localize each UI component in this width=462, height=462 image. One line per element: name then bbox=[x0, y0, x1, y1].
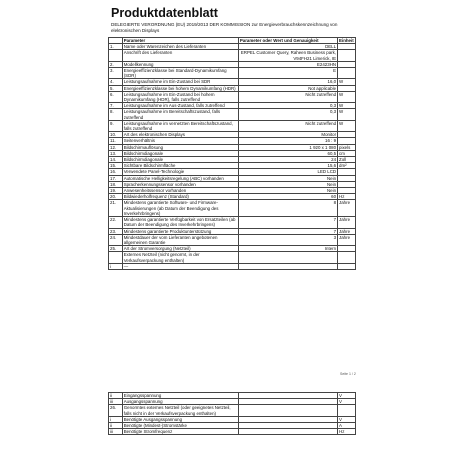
row-number: 5. bbox=[109, 85, 123, 91]
row-number: 9. bbox=[109, 120, 123, 131]
row-number: 25. bbox=[109, 246, 123, 252]
row-value: Not applicable bbox=[238, 85, 337, 91]
row-number: 10. bbox=[109, 132, 123, 138]
row-value: DELL bbox=[238, 44, 337, 50]
table-row bbox=[109, 91, 356, 102]
row-value: Nein bbox=[238, 188, 337, 194]
row-value: E2423HN bbox=[238, 61, 337, 67]
row-number: 15. bbox=[109, 163, 123, 169]
row-value: Intern bbox=[238, 246, 337, 252]
row-number: 21. bbox=[109, 200, 123, 217]
row-parameter: Bildschirmdiagonale bbox=[122, 150, 238, 156]
row-value: 1 920 x 1 080 bbox=[238, 144, 337, 150]
row-parameter: Ausgangsspannung bbox=[122, 399, 238, 405]
row-number: 16. bbox=[109, 169, 123, 175]
row-value: Nein bbox=[238, 181, 337, 187]
row-parameter: Genormtes externes Netzteil (oder geeignetes Netzteil, falls nicht in der Verkaufsverpackung enthalten) bbox=[122, 405, 238, 416]
row-number: 14. bbox=[109, 157, 123, 163]
row-value: 0,3 bbox=[238, 109, 337, 120]
intro-text: DELEGIERTE VERORDNUNG (EU) 2019/2013 DER KOMMISSION zur Energieverbrauchskennzeichnung von elektronischen Displays bbox=[111, 22, 338, 33]
row-value: 7 bbox=[238, 228, 337, 234]
row-number: 1. bbox=[109, 44, 123, 50]
row-value: 16,0 bbox=[238, 79, 337, 85]
row-parameter: Bildwiederholfrequenz (Standard) bbox=[122, 194, 238, 200]
row-parameter: Leistungsaufnahme im Ein-Zustand bei SDR bbox=[122, 79, 238, 85]
row-value: 24 bbox=[238, 157, 337, 163]
row-value: 16 : 9 bbox=[238, 138, 337, 144]
row-number: 20. bbox=[109, 194, 123, 200]
row-number: 18. bbox=[109, 181, 123, 187]
row-parameter: Spracherkennungssensor vorhanden bbox=[122, 181, 238, 187]
row-parameter: Externes Netzteil (nicht genormt, in der Verkaufsverpackung enthalten) bbox=[122, 252, 238, 263]
header-value: Parameter oder Wert und Genauigkeit bbox=[238, 38, 337, 44]
row-value: Nicht zutreffend bbox=[238, 91, 337, 102]
row-value bbox=[238, 429, 337, 435]
row-unit: A bbox=[338, 423, 356, 429]
row-number: 13. bbox=[109, 150, 123, 156]
row-unit: Zoll bbox=[338, 157, 356, 163]
row-unit: W bbox=[338, 79, 356, 85]
row-value: 8 bbox=[238, 200, 337, 217]
table-row bbox=[109, 109, 356, 120]
row-value: 7 bbox=[238, 217, 337, 228]
row-unit: W bbox=[338, 109, 356, 120]
page-title: Produktdatenblatt bbox=[111, 6, 218, 20]
row-value: Nein bbox=[238, 175, 337, 181]
row-value: E bbox=[238, 68, 337, 79]
row-parameter: Mindestens garantierte Produktunterstützung bbox=[122, 228, 238, 234]
row-value bbox=[238, 263, 337, 269]
row-parameter: Leistungsaufnahme im Bereitschaftszustand, falls zutreffend bbox=[122, 109, 238, 120]
row-value: ERPEL Customer Query, Raheen Business park, V94FH21 Limerick, IE bbox=[238, 50, 337, 61]
row-number: 24. bbox=[109, 234, 123, 245]
row-unit: V bbox=[338, 393, 356, 399]
page-number: Seite 1 / 2 bbox=[340, 372, 356, 376]
row-value: Monitor bbox=[238, 132, 337, 138]
row-unit: cm bbox=[338, 150, 356, 156]
row-value: LED LCD bbox=[238, 169, 337, 175]
row-unit: V bbox=[338, 399, 356, 405]
row-parameter: Leistungsaufnahme im Ein-Zustand bei hohem Dynamikumfang (HDR), falls zutreffend bbox=[122, 91, 238, 102]
row-number: 11. bbox=[109, 138, 123, 144]
header-unit: Einheit bbox=[339, 38, 354, 43]
table-row bbox=[109, 120, 356, 131]
row-unit: W bbox=[338, 103, 356, 109]
row-number bbox=[109, 252, 123, 263]
row-parameter: — bbox=[122, 263, 238, 269]
row-parameter: Mindestens garantierte Verfügbarkeit von Ersatzteilen (ab Datum der Beendigung des Inverkehrbringens) bbox=[122, 217, 238, 228]
row-parameter: Automatische Helligkeitsregelung (ABC) vorhanden bbox=[122, 175, 238, 181]
row-parameter: Anwesenheitssensor vorhanden bbox=[122, 188, 238, 194]
row-parameter: Energieeffizienzklasse bei hohem Dynamikumfang (HDR) bbox=[122, 85, 238, 91]
row-parameter: Sichtbare Bildschirmfläche bbox=[122, 163, 238, 169]
row-number: ii bbox=[109, 423, 123, 429]
table-row bbox=[109, 85, 356, 91]
table-row bbox=[109, 50, 356, 61]
row-unit bbox=[338, 50, 356, 61]
row-parameter: Seitenverhältnis bbox=[122, 138, 238, 144]
table-row bbox=[109, 200, 356, 217]
row-parameter: Bildschirmdiagonale bbox=[122, 157, 238, 163]
row-parameter: Leistungsaufnahme im vernetzten Bereitschaftszustand, falls zutreffend bbox=[122, 120, 238, 131]
row-parameter: Bildschirmauflösung bbox=[122, 144, 238, 150]
row-parameter: Energieeffizienzklasse bei Standard-Dynamikumfang (SDR) bbox=[122, 68, 238, 79]
table-row bbox=[109, 252, 356, 263]
row-unit: Jahre bbox=[338, 200, 356, 217]
row-number: 26. bbox=[109, 405, 123, 416]
row-number: 8. bbox=[109, 109, 123, 120]
table-row bbox=[109, 429, 356, 435]
row-number: 19. bbox=[109, 188, 123, 194]
row-number: iii bbox=[109, 429, 123, 435]
product-data-table-continued bbox=[108, 392, 356, 435]
row-value bbox=[238, 252, 337, 263]
row-unit: Hz bbox=[338, 194, 356, 200]
row-number: 23. bbox=[109, 228, 123, 234]
row-value bbox=[238, 405, 337, 416]
row-parameter: Art der Stromversorgung (Netzteil) bbox=[122, 246, 238, 252]
row-unit: Jahre bbox=[338, 234, 356, 245]
row-number: 17. bbox=[109, 175, 123, 181]
table-row bbox=[109, 263, 356, 269]
product-data-table bbox=[108, 37, 356, 270]
row-parameter: Eingangsspannung bbox=[122, 393, 238, 399]
row-value: 60,5 bbox=[238, 150, 337, 156]
row-parameter: Leistungsaufnahme im Aus-Zustand, falls zutreffend bbox=[122, 103, 238, 109]
row-parameter: Benötigte Stromfrequenz bbox=[122, 429, 238, 435]
row-number: 6. bbox=[109, 91, 123, 102]
row-unit: W bbox=[338, 120, 356, 131]
row-unit: dm² bbox=[338, 163, 356, 169]
row-number: 22. bbox=[109, 217, 123, 228]
row-parameter: Mindestdauer der vom Lieferanten angebotenen allgemeinen Garantie bbox=[122, 234, 238, 245]
row-unit bbox=[338, 263, 356, 269]
row-value: 60 bbox=[238, 194, 337, 200]
row-parameter: Modellkennung bbox=[122, 61, 238, 67]
row-number: 12. bbox=[109, 144, 123, 150]
row-parameter: Verwendete Panel-Technologie bbox=[122, 169, 238, 175]
row-unit: Jahre bbox=[338, 228, 356, 234]
row-parameter: Anschrift des Lieferanten bbox=[122, 50, 238, 61]
row-unit bbox=[338, 252, 356, 263]
table-row bbox=[109, 234, 356, 245]
row-parameter: Mindestens garantierte Software- und Firmware-Aktualisierungen (ab Datum der Beendigung des Inverkehrbringens) bbox=[122, 200, 238, 217]
row-parameter: Name oder Warenzeichen des Lieferanten bbox=[122, 44, 238, 50]
row-value: 3 bbox=[238, 234, 337, 245]
row-value: 0,3 bbox=[238, 103, 337, 109]
row-unit: W bbox=[338, 91, 356, 102]
row-number: 7. bbox=[109, 103, 123, 109]
header-parameter: Parameter bbox=[122, 38, 238, 44]
row-number: i bbox=[109, 263, 123, 269]
row-parameter: Benötigte (Mindest-)Stromstärke bbox=[122, 423, 238, 429]
row-unit: Jahre bbox=[338, 217, 356, 228]
table-row bbox=[109, 217, 356, 228]
row-parameter: Art des elektronischen Displays bbox=[122, 132, 238, 138]
row-unit: Hz bbox=[338, 429, 356, 435]
row-number: iii bbox=[109, 399, 123, 405]
row-unit bbox=[338, 405, 356, 416]
row-unit bbox=[338, 68, 356, 79]
table-row bbox=[109, 68, 356, 79]
row-number: 3. bbox=[109, 68, 123, 79]
row-number bbox=[109, 50, 123, 61]
row-parameter: Benötigte Ausgangsspannung bbox=[122, 416, 238, 422]
row-value: Nicht zutreffend bbox=[238, 120, 337, 131]
row-number: ii bbox=[109, 393, 123, 399]
row-unit: pixels bbox=[338, 144, 356, 150]
row-unit: V bbox=[338, 416, 356, 422]
row-number: 4. bbox=[109, 79, 123, 85]
row-number: i bbox=[109, 416, 123, 422]
table-row bbox=[109, 405, 356, 416]
row-number: 2. bbox=[109, 61, 123, 67]
row-value: 15,6 bbox=[238, 163, 337, 169]
